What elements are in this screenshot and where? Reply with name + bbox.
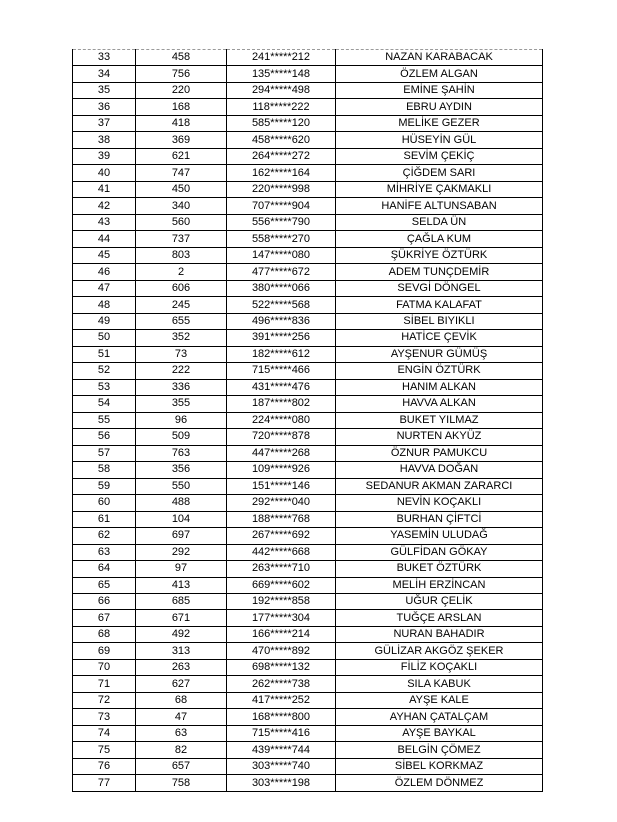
cell-row-number: 33 bbox=[73, 50, 136, 66]
table-row bbox=[73, 66, 543, 82]
cell-row-number: 38 bbox=[73, 132, 136, 148]
table-row bbox=[73, 676, 543, 692]
cell-masked-id: 262*****738 bbox=[227, 676, 336, 692]
cell-row-number: 48 bbox=[73, 297, 136, 313]
table-row bbox=[73, 528, 543, 544]
cell-masked-id: 380*****066 bbox=[227, 280, 336, 296]
cell-masked-id: 192*****858 bbox=[227, 593, 336, 609]
table-row bbox=[73, 396, 543, 412]
cell-draw-number: 220 bbox=[136, 82, 227, 98]
cell-full-name: AYHAN ÇATALÇAM bbox=[336, 709, 543, 725]
cell-draw-number: 352 bbox=[136, 330, 227, 346]
cell-row-number: 41 bbox=[73, 181, 136, 197]
cell-full-name: NURTEN AKYÜZ bbox=[336, 429, 543, 445]
cell-draw-number: 671 bbox=[136, 610, 227, 626]
cell-masked-id: 182*****612 bbox=[227, 346, 336, 362]
table-row bbox=[73, 626, 543, 642]
cell-full-name: SEVİM ÇEKİÇ bbox=[336, 148, 543, 164]
cell-row-number: 39 bbox=[73, 148, 136, 164]
cell-masked-id: 264*****272 bbox=[227, 148, 336, 164]
cell-full-name: FİLİZ KOÇAKLI bbox=[336, 659, 543, 675]
cell-full-name: SEDANUR AKMAN ZARARCI bbox=[336, 478, 543, 494]
cell-full-name: HANİFE ALTUNSABAN bbox=[336, 198, 543, 214]
cell-draw-number: 68 bbox=[136, 692, 227, 708]
cell-draw-number: 222 bbox=[136, 363, 227, 379]
cell-draw-number: 96 bbox=[136, 412, 227, 428]
cell-draw-number: 355 bbox=[136, 396, 227, 412]
table-row bbox=[73, 758, 543, 774]
cell-draw-number: 492 bbox=[136, 626, 227, 642]
cell-draw-number: 336 bbox=[136, 379, 227, 395]
cell-row-number: 68 bbox=[73, 626, 136, 642]
cell-masked-id: 669*****602 bbox=[227, 577, 336, 593]
table-row bbox=[73, 132, 543, 148]
cell-row-number: 60 bbox=[73, 495, 136, 511]
cell-draw-number: 560 bbox=[136, 214, 227, 230]
cell-row-number: 53 bbox=[73, 379, 136, 395]
table-row bbox=[73, 643, 543, 659]
cell-row-number: 63 bbox=[73, 544, 136, 560]
cell-row-number: 40 bbox=[73, 165, 136, 181]
table-row bbox=[73, 99, 543, 115]
table-row bbox=[73, 247, 543, 263]
cell-masked-id: 147*****080 bbox=[227, 247, 336, 263]
cell-full-name: HAVVA ALKAN bbox=[336, 396, 543, 412]
table-row bbox=[73, 115, 543, 131]
cell-draw-number: 418 bbox=[136, 115, 227, 131]
cell-full-name: MELİKE GEZER bbox=[336, 115, 543, 131]
cell-masked-id: 558*****270 bbox=[227, 231, 336, 247]
cell-full-name: GÜLFİDAN GÖKAY bbox=[336, 544, 543, 560]
cell-masked-id: 522*****568 bbox=[227, 297, 336, 313]
cell-draw-number: 621 bbox=[136, 148, 227, 164]
cell-row-number: 64 bbox=[73, 561, 136, 577]
table-row bbox=[73, 313, 543, 329]
cell-draw-number: 292 bbox=[136, 544, 227, 560]
cell-row-number: 34 bbox=[73, 66, 136, 82]
table-row bbox=[73, 330, 543, 346]
cell-full-name: SELDA ÜN bbox=[336, 214, 543, 230]
cell-draw-number: 763 bbox=[136, 445, 227, 461]
cell-full-name: ÖZLEM DÖNMEZ bbox=[336, 775, 543, 792]
cell-row-number: 47 bbox=[73, 280, 136, 296]
table-row bbox=[73, 511, 543, 527]
cell-full-name: ŞÜKRİYE ÖZTÜRK bbox=[336, 247, 543, 263]
cell-row-number: 58 bbox=[73, 462, 136, 478]
table-row bbox=[73, 148, 543, 164]
cell-draw-number: 509 bbox=[136, 429, 227, 445]
cell-row-number: 54 bbox=[73, 396, 136, 412]
cell-full-name: ÖZNUR PAMUKCU bbox=[336, 445, 543, 461]
cell-row-number: 75 bbox=[73, 742, 136, 758]
cell-masked-id: 439*****744 bbox=[227, 742, 336, 758]
table-row bbox=[73, 346, 543, 362]
cell-row-number: 59 bbox=[73, 478, 136, 494]
table-row bbox=[73, 214, 543, 230]
cell-row-number: 61 bbox=[73, 511, 136, 527]
roster-table-body bbox=[73, 50, 543, 792]
table-row bbox=[73, 692, 543, 708]
table-row bbox=[73, 297, 543, 313]
cell-masked-id: 267*****692 bbox=[227, 528, 336, 544]
table-row bbox=[73, 181, 543, 197]
cell-draw-number: 458 bbox=[136, 50, 227, 66]
cell-row-number: 56 bbox=[73, 429, 136, 445]
table-row bbox=[73, 264, 543, 280]
table-row bbox=[73, 280, 543, 296]
cell-masked-id: 118*****222 bbox=[227, 99, 336, 115]
cell-full-name: HÜSEYİN GÜL bbox=[336, 132, 543, 148]
cell-masked-id: 477*****672 bbox=[227, 264, 336, 280]
table-row bbox=[73, 198, 543, 214]
cell-full-name: ADEM TUNÇDEMİR bbox=[336, 264, 543, 280]
cell-full-name: HATİCE ÇEVİK bbox=[336, 330, 543, 346]
table-row bbox=[73, 610, 543, 626]
cell-full-name: MİHRİYE ÇAKMAKLI bbox=[336, 181, 543, 197]
cell-row-number: 72 bbox=[73, 692, 136, 708]
cell-draw-number: 758 bbox=[136, 775, 227, 792]
cell-masked-id: 187*****802 bbox=[227, 396, 336, 412]
cell-draw-number: 82 bbox=[136, 742, 227, 758]
table-row bbox=[73, 445, 543, 461]
cell-draw-number: 657 bbox=[136, 758, 227, 774]
cell-full-name: ENGİN ÖZTÜRK bbox=[336, 363, 543, 379]
cell-draw-number: 263 bbox=[136, 659, 227, 675]
cell-masked-id: 496*****836 bbox=[227, 313, 336, 329]
cell-full-name: BELGİN ÇÖMEZ bbox=[336, 742, 543, 758]
table-row bbox=[73, 725, 543, 741]
table-row bbox=[73, 379, 543, 395]
cell-row-number: 62 bbox=[73, 528, 136, 544]
cell-row-number: 35 bbox=[73, 82, 136, 98]
cell-full-name: SİBEL KORKMAZ bbox=[336, 758, 543, 774]
cell-draw-number: 73 bbox=[136, 346, 227, 362]
cell-row-number: 52 bbox=[73, 363, 136, 379]
cell-masked-id: 224*****080 bbox=[227, 412, 336, 428]
cell-draw-number: 450 bbox=[136, 181, 227, 197]
cell-draw-number: 369 bbox=[136, 132, 227, 148]
cell-draw-number: 340 bbox=[136, 198, 227, 214]
table-row bbox=[73, 561, 543, 577]
cell-full-name: AYŞE KALE bbox=[336, 692, 543, 708]
cell-masked-id: 470*****892 bbox=[227, 643, 336, 659]
cell-masked-id: 241*****212 bbox=[227, 50, 336, 66]
cell-row-number: 65 bbox=[73, 577, 136, 593]
cell-masked-id: 431*****476 bbox=[227, 379, 336, 395]
cell-masked-id: 707*****904 bbox=[227, 198, 336, 214]
cell-masked-id: 458*****620 bbox=[227, 132, 336, 148]
table-row bbox=[73, 593, 543, 609]
cell-full-name: YASEMİN ULUDAĞ bbox=[336, 528, 543, 544]
cell-full-name: EBRU AYDIN bbox=[336, 99, 543, 115]
table-row bbox=[73, 412, 543, 428]
cell-masked-id: 720*****878 bbox=[227, 429, 336, 445]
table-row bbox=[73, 495, 543, 511]
cell-full-name: AYŞENUR GÜMÜŞ bbox=[336, 346, 543, 362]
cell-draw-number: 685 bbox=[136, 593, 227, 609]
cell-masked-id: 303*****740 bbox=[227, 758, 336, 774]
cell-row-number: 76 bbox=[73, 758, 136, 774]
cell-draw-number: 356 bbox=[136, 462, 227, 478]
cell-row-number: 42 bbox=[73, 198, 136, 214]
cell-full-name: BURHAN ÇİFTCİ bbox=[336, 511, 543, 527]
cell-draw-number: 655 bbox=[136, 313, 227, 329]
cell-full-name: BUKET YILMAZ bbox=[336, 412, 543, 428]
cell-row-number: 43 bbox=[73, 214, 136, 230]
cell-draw-number: 47 bbox=[136, 709, 227, 725]
table-row bbox=[73, 231, 543, 247]
table-row bbox=[73, 478, 543, 494]
cell-row-number: 67 bbox=[73, 610, 136, 626]
cell-full-name: GÜLİZAR AKGÖZ ŞEKER bbox=[336, 643, 543, 659]
cell-row-number: 46 bbox=[73, 264, 136, 280]
cell-row-number: 77 bbox=[73, 775, 136, 792]
cell-masked-id: 220*****998 bbox=[227, 181, 336, 197]
table-row bbox=[73, 462, 543, 478]
cell-full-name: HAVVA DOĞAN bbox=[336, 462, 543, 478]
cell-full-name: EMİNE ŞAHİN bbox=[336, 82, 543, 98]
cell-draw-number: 803 bbox=[136, 247, 227, 263]
cell-masked-id: 166*****214 bbox=[227, 626, 336, 642]
cell-masked-id: 151*****146 bbox=[227, 478, 336, 494]
cell-row-number: 71 bbox=[73, 676, 136, 692]
table-row bbox=[73, 709, 543, 725]
roster-table bbox=[72, 49, 543, 792]
cell-row-number: 45 bbox=[73, 247, 136, 263]
cell-row-number: 36 bbox=[73, 99, 136, 115]
cell-full-name: HANIM ALKAN bbox=[336, 379, 543, 395]
cell-draw-number: 63 bbox=[136, 725, 227, 741]
cell-full-name: ÇİĞDEM SARI bbox=[336, 165, 543, 181]
cell-masked-id: 294*****498 bbox=[227, 82, 336, 98]
cell-masked-id: 715*****416 bbox=[227, 725, 336, 741]
cell-full-name: SILA KABUK bbox=[336, 676, 543, 692]
cell-full-name: NAZAN KARABACAK bbox=[336, 50, 543, 66]
cell-draw-number: 627 bbox=[136, 676, 227, 692]
cell-masked-id: 303*****198 bbox=[227, 775, 336, 792]
cell-full-name: NEVİN KOÇAKLI bbox=[336, 495, 543, 511]
cell-row-number: 66 bbox=[73, 593, 136, 609]
cell-masked-id: 447*****268 bbox=[227, 445, 336, 461]
cell-draw-number: 550 bbox=[136, 478, 227, 494]
cell-draw-number: 97 bbox=[136, 561, 227, 577]
cell-row-number: 55 bbox=[73, 412, 136, 428]
cell-full-name: BUKET ÖZTÜRK bbox=[336, 561, 543, 577]
table-row bbox=[73, 82, 543, 98]
cell-draw-number: 168 bbox=[136, 99, 227, 115]
cell-draw-number: 104 bbox=[136, 511, 227, 527]
cell-row-number: 37 bbox=[73, 115, 136, 131]
cell-row-number: 74 bbox=[73, 725, 136, 741]
cell-row-number: 44 bbox=[73, 231, 136, 247]
cell-full-name: ÖZLEM ALGAN bbox=[336, 66, 543, 82]
cell-draw-number: 756 bbox=[136, 66, 227, 82]
cell-full-name: SİBEL BIYIKLI bbox=[336, 313, 543, 329]
cell-full-name: TUĞÇE ARSLAN bbox=[336, 610, 543, 626]
cell-masked-id: 263*****710 bbox=[227, 561, 336, 577]
cell-masked-id: 135*****148 bbox=[227, 66, 336, 82]
cell-masked-id: 292*****040 bbox=[227, 495, 336, 511]
cell-full-name: AYŞE BAYKAL bbox=[336, 725, 543, 741]
cell-draw-number: 245 bbox=[136, 297, 227, 313]
cell-masked-id: 556*****790 bbox=[227, 214, 336, 230]
table-row bbox=[73, 659, 543, 675]
cell-draw-number: 2 bbox=[136, 264, 227, 280]
cell-full-name: FATMA KALAFAT bbox=[336, 297, 543, 313]
table-row bbox=[73, 742, 543, 758]
table-row bbox=[73, 165, 543, 181]
cell-masked-id: 168*****800 bbox=[227, 709, 336, 725]
cell-masked-id: 417*****252 bbox=[227, 692, 336, 708]
cell-draw-number: 488 bbox=[136, 495, 227, 511]
cell-row-number: 50 bbox=[73, 330, 136, 346]
cell-full-name: ÇAĞLA KUM bbox=[336, 231, 543, 247]
cell-row-number: 70 bbox=[73, 659, 136, 675]
table-row bbox=[73, 429, 543, 445]
cell-draw-number: 313 bbox=[136, 643, 227, 659]
cell-full-name: MELİH ERZİNCAN bbox=[336, 577, 543, 593]
cell-draw-number: 747 bbox=[136, 165, 227, 181]
cell-masked-id: 188*****768 bbox=[227, 511, 336, 527]
table-row bbox=[73, 50, 543, 66]
cell-row-number: 49 bbox=[73, 313, 136, 329]
table-row bbox=[73, 577, 543, 593]
cell-full-name: NURAN BAHADIR bbox=[336, 626, 543, 642]
cell-masked-id: 162*****164 bbox=[227, 165, 336, 181]
table-row bbox=[73, 775, 543, 792]
cell-masked-id: 109*****926 bbox=[227, 462, 336, 478]
cell-row-number: 51 bbox=[73, 346, 136, 362]
cell-masked-id: 391*****256 bbox=[227, 330, 336, 346]
cell-row-number: 69 bbox=[73, 643, 136, 659]
cell-full-name: UĞUR ÇELİK bbox=[336, 593, 543, 609]
table-row bbox=[73, 544, 543, 560]
table-row bbox=[73, 363, 543, 379]
cell-draw-number: 737 bbox=[136, 231, 227, 247]
cell-full-name: SEVGİ DÖNGEL bbox=[336, 280, 543, 296]
cell-masked-id: 585*****120 bbox=[227, 115, 336, 131]
cell-masked-id: 177*****304 bbox=[227, 610, 336, 626]
cell-draw-number: 413 bbox=[136, 577, 227, 593]
cell-masked-id: 715*****466 bbox=[227, 363, 336, 379]
cell-row-number: 73 bbox=[73, 709, 136, 725]
cell-masked-id: 442*****668 bbox=[227, 544, 336, 560]
cell-row-number: 57 bbox=[73, 445, 136, 461]
cell-draw-number: 606 bbox=[136, 280, 227, 296]
cell-draw-number: 697 bbox=[136, 528, 227, 544]
cell-masked-id: 698*****132 bbox=[227, 659, 336, 675]
